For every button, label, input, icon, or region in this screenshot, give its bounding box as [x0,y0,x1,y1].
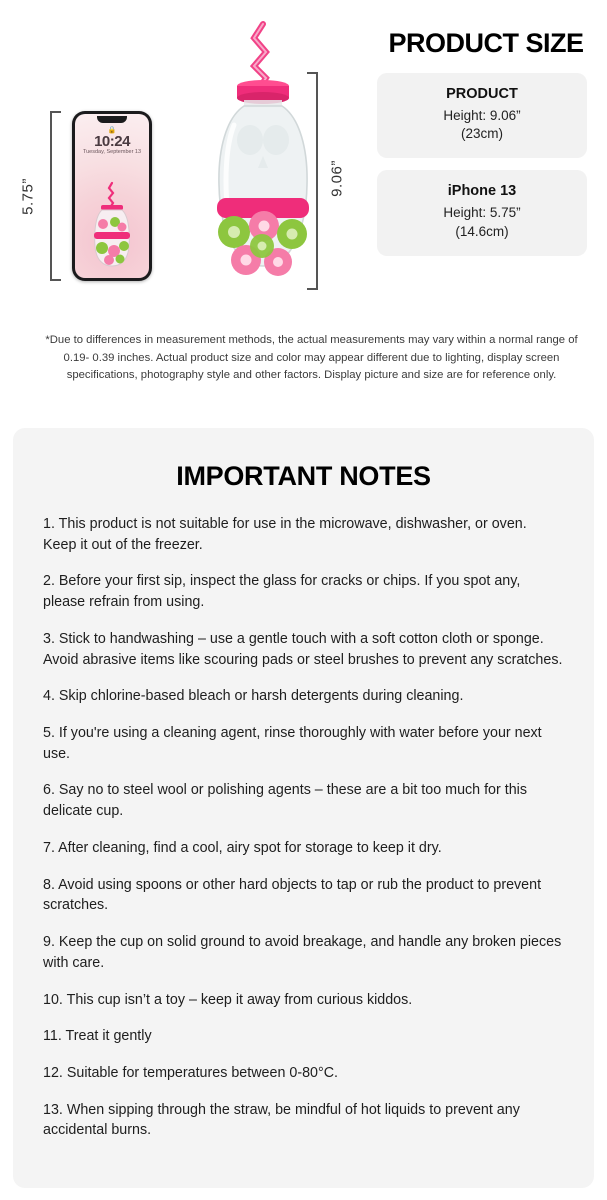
iphone-card-height: Height: 5.75” [443,205,521,221]
list-item: 5. If you're using a cleaning agent, rinse thoroughly with water before your next use. [43,725,542,762]
list-item: 10. This cup isn’t a toy – keep it away from curious kiddos. [43,991,413,1008]
list-item: 6. Say no to steel wool or polishing agents – these are a bit too much for this delicate cup. [43,782,527,820]
page-title: PRODUCT SIZE [388,28,584,58]
size-comparison-visual [0,0,360,320]
product-card-height: Height: 9.06” [443,108,521,123]
important-notes-panel [13,428,594,1188]
iphone-size-card [377,170,587,255]
list-item: 11. Treat it gently [43,1028,152,1045]
iphone-card-title: iPhone 13 [447,183,517,200]
product-image [208,20,318,290]
iphone-screen [75,114,149,278]
notes-title: IMPORTANT NOTES [176,461,431,491]
list-item: 1. This product is not suitable for use in the microwave, dishwasher, or oven. Keep it out of the freezer. [43,516,527,553]
notes-list [43,514,564,1141]
product-cup-svg [208,20,318,290]
list-item: 13. When sipping through the straw, be mindful of hot liquids to prevent any accidental burns. [43,1101,520,1139]
mini-product-image [89,180,135,270]
list-item: 2. Before your first sip, inspect the glass for cracks or chips. If you spot any, please refrain from using. [43,573,521,611]
measurement-disclaimer: *Due to differences in measurement methods, the actual measurements may vary within a normal range of 0.19- 0.39 inches. Actual product size and color may appear different due to lighting, display screen specifications, photography style and other factors. Display picture and size are for reference only. [45,334,578,381]
product-card-title: PRODUCT [446,86,518,102]
iphone-date: Tuesday, September 13 [82,149,142,155]
list-item: 9. Keep the cup on solid ground to avoid breakage, and handle any broken pieces with care. [43,934,562,971]
product-card-height-metric: (23cm) [460,126,503,142]
phone-measure-label: 5.75” [19,178,37,215]
list-item: 8. Avoid using spoons or other hard objects to tap or rub the product to prevent scratches. [43,876,542,914]
product-measure-label: 9.06” [328,160,346,197]
iphone-card-height-metric: (14.6cm) [455,223,509,239]
list-item: 3. Stick to handwashing – use a gentle touch with a soft cotton cloth or sponge. Avoid abrasive items like scouring pads or steel brushes to prevent any scratches. [43,630,563,668]
lock-icon: 🔒 [107,127,117,134]
list-item: 4. Skip chlorine-based bleach or harsh detergents during cleaning. [43,688,464,705]
product-measure-bracket [316,72,318,290]
product-size-panel [377,0,607,268]
list-item: 12. Suitable for temperatures between 0-80°C. [43,1064,338,1081]
phone-measure-bracket [50,111,52,281]
product-size-section [0,0,607,320]
iphone-notch [97,116,127,123]
mini-cup-svg [89,180,135,270]
iphone-mockup [72,111,152,281]
iphone-time: 10:24 [94,133,130,150]
list-item: 7. After cleaning, find a cool, airy spot for storage to keep it dry. [43,839,442,856]
product-size-card [377,73,587,158]
